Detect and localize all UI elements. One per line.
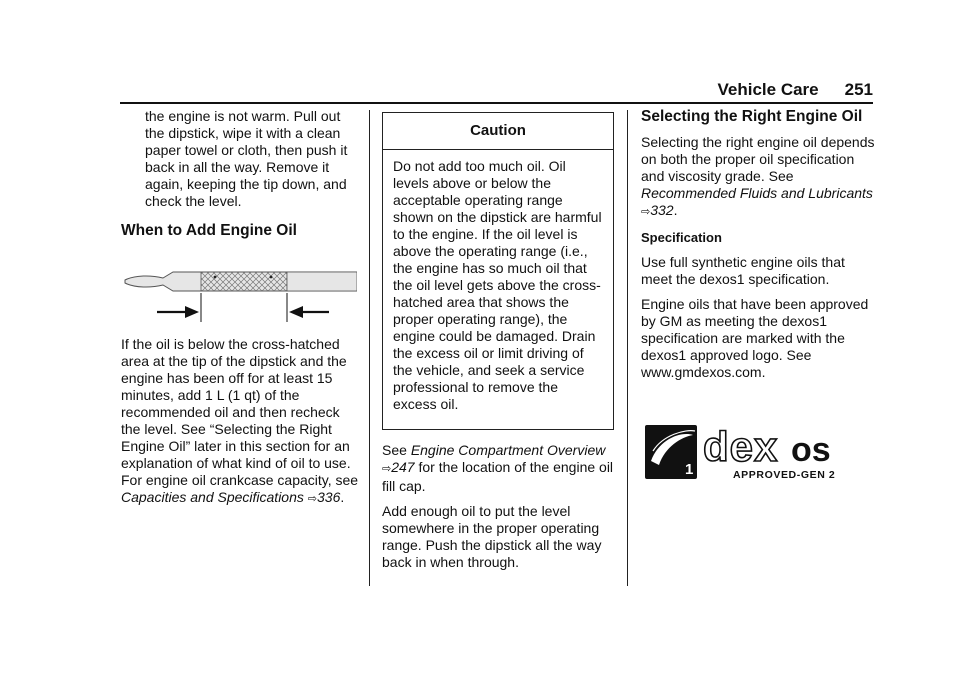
- page-ref-arrow-icon: ⇨: [307, 493, 317, 505]
- section-title: Vehicle Care: [717, 80, 819, 99]
- caution-text: Do not add too much oil. Oil levels above or below the acceptable operating range shown on the dipstick are harmful to the engine. If the oil level is above the operating range (i.e., the engine has so much oil that the oil level gets above the cross-hatched area that shows the proper operating range), the engine could be damaged. Drain the excess oil or limit driving of the vehicle, and seek a service professional to remove the excess oil.: [393, 158, 602, 412]
- dexos-logo-icon: [641, 421, 871, 483]
- column-left: [121, 108, 359, 516]
- page-ref-332[interactable]: 332: [650, 202, 674, 218]
- dipstick-illustration: [121, 240, 357, 330]
- left-arrow-icon: [157, 306, 199, 318]
- column-divider-1: [369, 110, 370, 586]
- fill-cap-paragraph: See Engine Compartment Overview ⇨247 for the location of the engine oil fill cap.: [382, 442, 614, 494]
- page-ref-arrow-icon: ⇨: [382, 463, 392, 475]
- dipstick-shape: [125, 272, 357, 291]
- specification-subheading: Specification: [641, 230, 722, 245]
- continuation-paragraph: the engine is not warm. Pull out the dipstick, wipe it with a clean paper towel or cloth, then push it back in all the way. Remove it again, keeping the tip down, and check the level.: [145, 108, 348, 209]
- column-middle: [382, 108, 614, 579]
- section-heading-selecting-oil: Selecting the Right Engine Oil: [641, 108, 863, 125]
- page-ref-arrow-icon: ⇨: [641, 206, 651, 218]
- page-ref-247[interactable]: 247: [391, 459, 415, 475]
- page-ref-336[interactable]: 336: [317, 489, 341, 505]
- full-synthetic-paragraph: Use full synthetic engine oils that meet the dexos1 specification.: [641, 254, 845, 287]
- right-arrow-icon: [289, 306, 329, 318]
- capacities-link[interactable]: Capacities and Specifications: [121, 489, 304, 505]
- logo-approval-text: APPROVED-GEN 2: [733, 469, 836, 481]
- dexos-approved-paragraph: Engine oils that have been approved by GM as meeting the dexos1 specification are marked with the dexos1 approved logo. See www.gmdexos.com.: [641, 296, 869, 380]
- header-rule: [120, 102, 873, 104]
- engine-compartment-link[interactable]: Engine Compartment Overview: [410, 442, 606, 458]
- logo-word-right: os: [791, 431, 831, 469]
- caution-title: Caution: [383, 113, 613, 150]
- section-heading-when-to-add: When to Add Engine Oil: [121, 222, 297, 239]
- recommended-fluids-link[interactable]: Recommended Fluids and Lubricants: [641, 185, 873, 201]
- dexos-logo: [641, 421, 877, 487]
- logo-word-left: dex: [703, 423, 779, 470]
- logo-mark-number: 1: [685, 461, 694, 478]
- page-number: 251: [844, 80, 873, 99]
- page-header: [0, 80, 873, 100]
- column-divider-2: [627, 110, 628, 586]
- add-oil-paragraph: If the oil is below the cross-hatched area at the tip of the dipstick and the engine has been off for at least 15 minutes, add 1 L (1 qt) of the recommended oil and then recheck the level. See “Selecting the Right Engine Oil” later in this section for an explanation of what kind of oil to use. For engine oil crankcase capacity, see Capacities and Specifications ⇨336.: [121, 336, 359, 505]
- column-right: [641, 108, 877, 487]
- selecting-oil-paragraph: Selecting the right engine oil depends on both the proper oil specification and viscosity grade. See Recommended Fluids and Lubricants ⇨332.: [641, 134, 875, 218]
- caution-box: [382, 112, 614, 430]
- add-enough-oil-paragraph: Add enough oil to put the level somewhere in the proper operating range. Push the dipstick all the way back in when through.: [382, 503, 602, 570]
